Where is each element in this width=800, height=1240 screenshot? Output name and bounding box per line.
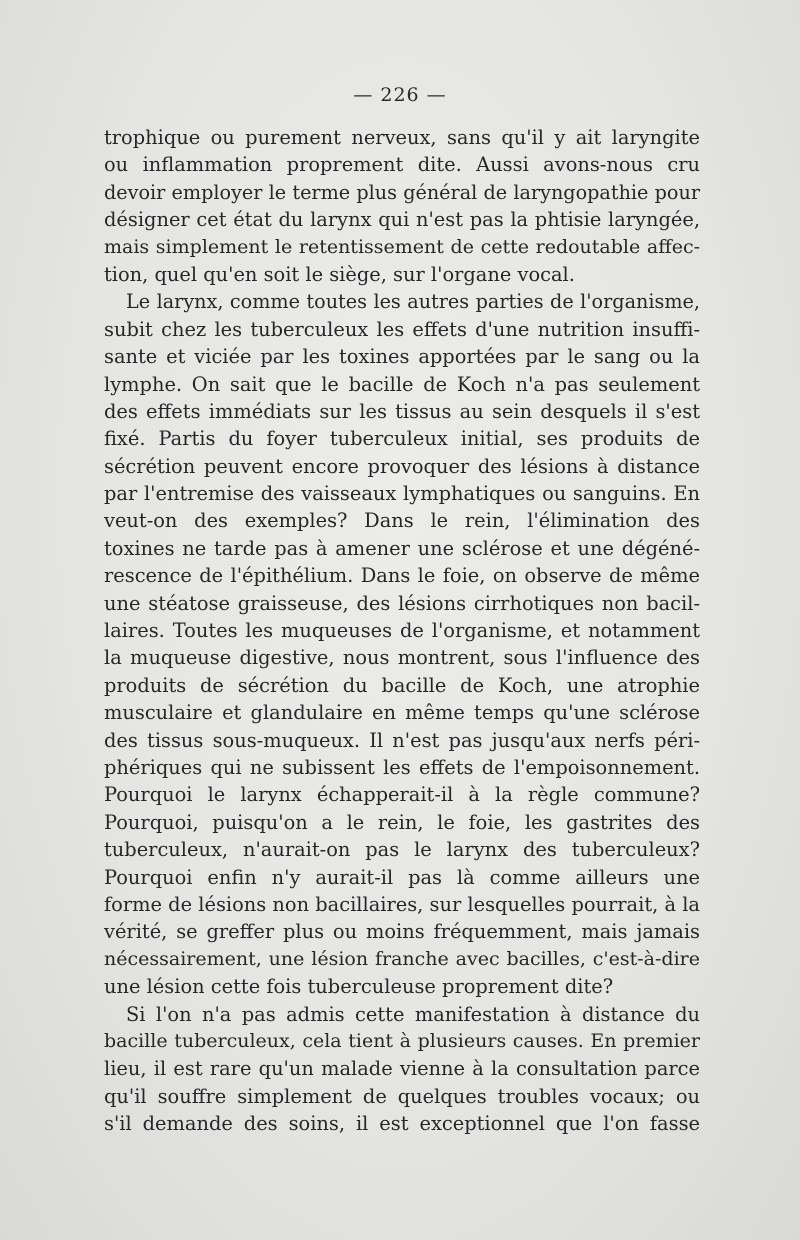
text-line: par l'entremise des vaisseaux lymphatiques ou sanguins. En: [104, 482, 700, 506]
text-line: lymphe. On sait que le bacille de Koch n'a pas seulement: [104, 372, 700, 396]
text-line: veut-on des exemples? Dans le rein, l'élimination des: [104, 509, 700, 533]
text-line: produits de sécrétion du bacille de Koch, une atrophie: [104, 673, 700, 697]
text-line: tuberculeux, n'aurait-on pas le larynx des tuberculeux?: [104, 838, 700, 862]
text-line: sante et viciée par les toxines apportées par le sang ou la: [104, 345, 700, 369]
text-line: trophique ou purement nerveux, sans qu'il y ait laryngite: [104, 126, 700, 149]
text-line: Pourquoi le larynx échapperait-il à la règle commune?: [104, 783, 700, 807]
text-line: sécrétion peuvent encore provoquer des lésions à distance: [104, 454, 700, 478]
text-line: qu'il souffre simplement de quelques troubles vocaux; ou: [104, 1084, 700, 1108]
text-line: mais simplement le retentissement de cette redoutable affec-: [104, 235, 700, 258]
text-line: lieu, il est rare qu'un malade vienne à la consultation parce: [104, 1057, 700, 1081]
text-line: rescence de l'épithélium. Dans le foie, on observe de même: [104, 564, 700, 588]
text-line: fixé. Partis du foyer tuberculeux initial, ses produits de: [104, 427, 700, 451]
text-line: désigner cet état du larynx qui n'est pas la phtisie laryngée,: [104, 208, 700, 232]
text-line: Si l'on n'a pas admis cette manifestation à distance du: [126, 1002, 700, 1026]
text-line: Pourquoi enfin n'y aurait-il pas là comme ailleurs une: [104, 865, 700, 889]
text-line: vérité, se greffer plus ou moins fréquemment, mais jamais: [104, 920, 700, 944]
body-text: [104, 124, 700, 1137]
text-line: Pourquoi, puisqu'on a le rein, le foie, les gastrites des: [104, 810, 700, 834]
text-line: toxines ne tarde pas à amener une sclérose et une dégéné-: [104, 536, 700, 560]
text-line: phériques qui ne subissent les effets de l'empoisonnement.: [104, 755, 700, 779]
text-line: la muqueuse digestive, nous montrent, sous l'influence des: [104, 646, 700, 670]
text-line: Le larynx, comme toutes les autres parties de l'organisme,: [126, 290, 700, 314]
text-line: des tissus sous-muqueux. Il n'est pas jusqu'aux nerfs péri-: [104, 728, 700, 752]
text-line: musculaire et glandulaire en même temps qu'une sclérose: [104, 701, 700, 725]
text-line: nécessairement, une lésion franche avec bacilles, c'est-à-dire: [104, 947, 700, 970]
text-line: bacille tuberculeux, cela tient à plusieurs causes. En premier: [104, 1029, 700, 1052]
text-line: ou inflammation proprement dite. Aussi avons-nous cru: [104, 153, 700, 177]
text-line: tion, quel qu'en soit le siège, sur l'organe vocal.: [104, 262, 575, 286]
text-line: des effets immédiats sur les tissus au sein desquels il s'est: [104, 399, 700, 423]
text-line: forme de lésions non bacillaires, sur lesquelles pourrait, à la: [104, 892, 700, 916]
text-line: s'il demande des soins, il est exceptionnel que l'on fasse: [104, 1112, 700, 1136]
text-line: une lésion cette fois tuberculeuse proprement dite?: [104, 975, 614, 999]
text-line: devoir employer le terme plus général de laryngopathie pour: [104, 180, 700, 204]
text-line: une stéatose graisseuse, des lésions cirrhotiques non bacil-: [104, 591, 700, 615]
text-line: laires. Toutes les muqueuses de l'organisme, et notamment: [104, 619, 700, 643]
text-line: subit chez les tuberculeux les effets d'une nutrition insuffi-: [104, 317, 700, 341]
page-number: — 226 —: [353, 84, 447, 106]
